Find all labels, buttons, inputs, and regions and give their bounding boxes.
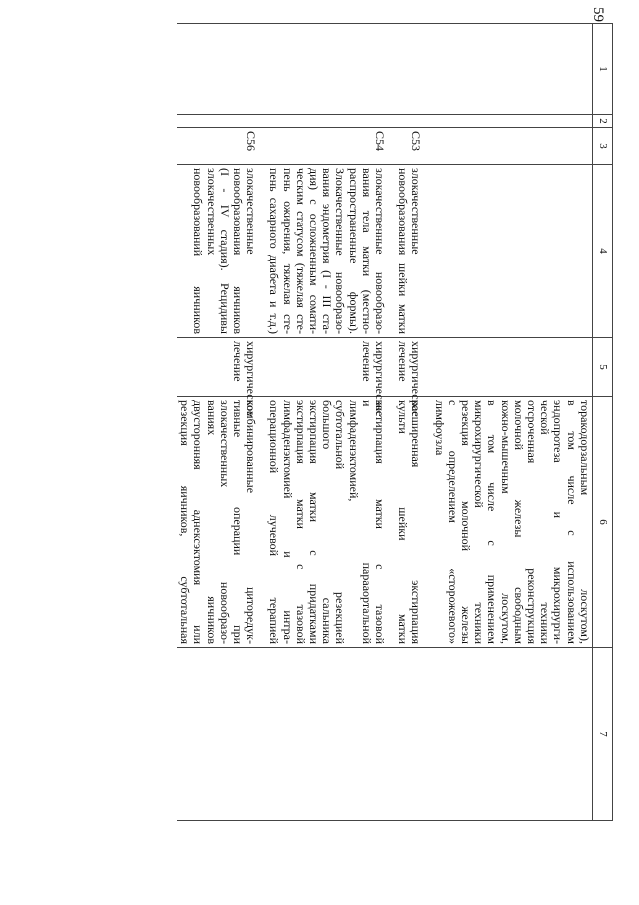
- icd-code-cell: [431, 128, 592, 165]
- cell-text-line: лимфаденэктомией,: [346, 400, 361, 502]
- cell-text-line: злокачественных: [204, 168, 219, 256]
- table-row: [266, 24, 387, 821]
- cell-text-line: лечение: [396, 341, 411, 382]
- cell-text-line: (I - IV стадия). Рецидивы: [217, 168, 232, 334]
- diagnosis-cell: [177, 165, 258, 338]
- cell-text-line: и парааортальной: [359, 400, 374, 644]
- cell-text-line: хирургическое: [244, 341, 259, 417]
- diagnosis-cell: [266, 165, 387, 338]
- cell-text-line: новообразования шейки матки: [396, 168, 411, 334]
- cell-text-line: лечение: [359, 341, 374, 382]
- column-header-6: 6: [592, 397, 612, 648]
- column-header-1: 1: [592, 24, 612, 115]
- cell-text-line: хирургическое: [372, 341, 387, 417]
- cell-text-line: культи шейки матки: [396, 400, 411, 644]
- cell-text-line: злокачественных новообразо-: [217, 400, 232, 644]
- cell-text-line: кожно-мышечным лоскутом,: [498, 400, 513, 644]
- cell-text-line: злокачественные: [244, 168, 259, 255]
- cell-text-line: новообразования яичников: [230, 168, 245, 334]
- cell-text-line: резекция яичников, субтотальная: [178, 400, 193, 644]
- treatment-cell: [395, 338, 424, 417]
- cell-text-line: эндопротеза и микрохирурги-: [551, 400, 566, 644]
- icd-code-cell: С54: [266, 128, 387, 165]
- cell-text-line: пень ожирения, тяжелая сте-: [280, 168, 295, 334]
- cell-text-line: комбинированные циторедук-: [244, 400, 259, 644]
- cell-text-line: лимфаденэктомией и интра-: [280, 400, 295, 644]
- cell-text-line: операционной лучевой терапией: [267, 400, 282, 644]
- cell-text-line: Злокачественные новообразо-: [333, 168, 348, 334]
- cell-text-line: расширенная экстирпация: [409, 400, 424, 644]
- table-row: [177, 24, 258, 821]
- cell-text-line: злокачественные: [409, 168, 424, 255]
- cell-text-line: лимфоузла: [432, 400, 447, 456]
- cell-text-line: пень сахарного диабета и т.д.): [267, 168, 282, 334]
- column-header-7: 7: [592, 648, 612, 821]
- cell-text-line: экстирпация матки с тазовой: [293, 400, 308, 644]
- cell-text-line: распространенные формы).: [346, 168, 361, 334]
- cell-text-line: хирургическое: [409, 341, 424, 417]
- treatment-cell: [431, 338, 592, 397]
- cell-text-line: ческой техники: [538, 400, 553, 644]
- cell-text-line: вания тела матки (местно-: [359, 168, 374, 334]
- cell-text-line: субтотальной резекцией: [333, 400, 348, 644]
- diagnosis-cell: [431, 165, 592, 338]
- cell-text-line: новообразований яичников: [191, 168, 206, 334]
- treatment-table: [177, 23, 613, 821]
- cell-text-line: ваниях яичников: [204, 400, 219, 644]
- cell-text-line: вания эндометрия (I - III ста-: [320, 168, 335, 334]
- cell-text-line: торакодорзальным лоскутом),: [577, 400, 592, 644]
- cell-text-line: молочной железы свободным: [511, 400, 526, 644]
- cell-text-line: микрохирургической техники: [472, 400, 487, 644]
- cell-text-line: ческим статусом (тяжелая сте-: [293, 168, 308, 334]
- rotated-table-container: [118, 23, 613, 813]
- cell-text-line: лечение: [230, 341, 245, 382]
- cell-text-line: злокачественные новообразо-: [372, 168, 387, 334]
- cell-text-line: в том числе с использованием: [564, 400, 579, 644]
- table-row: [431, 24, 592, 821]
- icd-code-cell: С56: [177, 128, 258, 165]
- cell-text-line: резекция молочной железы: [458, 400, 473, 644]
- method-cell: [266, 397, 387, 648]
- method-cell: [395, 397, 423, 648]
- column-header-2: 2: [592, 115, 612, 128]
- diagnosis-cell: [395, 165, 423, 338]
- cell-text-line: экстирпация матки с придатками: [306, 400, 321, 644]
- cell-text-line: тивные операции при: [230, 400, 245, 644]
- cell-text-line: двусторонняя аднексэктомия или: [191, 400, 206, 644]
- column-header-4: 4: [592, 165, 612, 338]
- treatment-cell: [266, 338, 387, 417]
- cell-text-line: отсроченная реконструкция: [524, 400, 539, 644]
- cell-text-line: с определением «сторожевого»: [445, 400, 460, 644]
- column-header-5: 5: [592, 338, 612, 397]
- cell-text-line: экстирпация матки с тазовой: [372, 400, 387, 644]
- cell-text-line: дия) с осложненным сомати-: [306, 168, 321, 334]
- table-row: [395, 24, 423, 821]
- method-cell: [431, 397, 592, 648]
- column-header-3: 3: [592, 128, 612, 165]
- method-cell: [177, 397, 258, 648]
- page-number: 59: [590, 7, 606, 22]
- column-number-row: [592, 24, 612, 821]
- cell-text-line: в том числе с применением: [485, 400, 500, 644]
- cell-text-line: большого сальника: [320, 400, 335, 644]
- treatment-cell: [177, 338, 259, 417]
- icd-code-cell: С53: [395, 128, 423, 165]
